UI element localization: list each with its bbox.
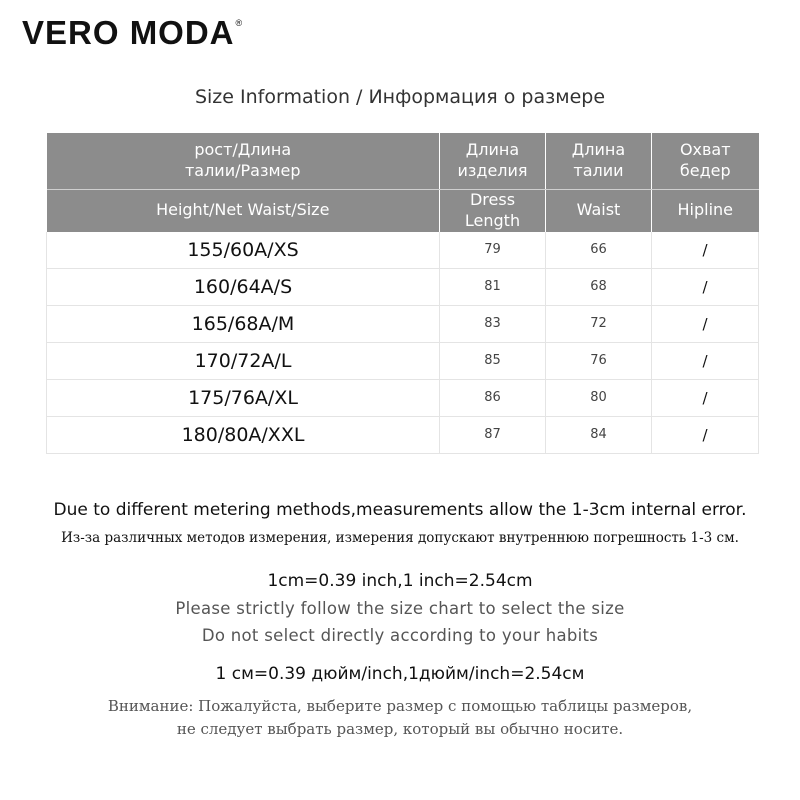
header-row-en bbox=[47, 190, 759, 232]
conversion-note-en: 1cm=0.39 inch,1 inch=2.54cm bbox=[267, 571, 533, 591]
measurement-cell: 68 bbox=[546, 268, 652, 305]
size-label-cell: 165/68A/M bbox=[47, 305, 440, 342]
size-label-cell: 180/80A/XXL bbox=[47, 416, 440, 453]
header-row-ru bbox=[47, 133, 759, 190]
header-ru-cell-3: Охват бедер bbox=[652, 133, 759, 190]
hipline-cell: / bbox=[652, 342, 759, 379]
measurement-cell: 87 bbox=[440, 416, 546, 453]
size-label-cell: 170/72A/L bbox=[47, 342, 440, 379]
hipline-cell: / bbox=[652, 232, 759, 269]
hipline-cell: / bbox=[652, 268, 759, 305]
registered-mark: ® bbox=[235, 18, 244, 28]
brand-logo bbox=[22, 14, 243, 52]
table-row bbox=[47, 232, 759, 269]
table-row bbox=[47, 305, 759, 342]
header-en-cell-3: Hipline bbox=[652, 190, 759, 232]
error-note-en: Due to different metering methods,measurements allow the 1-3cm internal error. bbox=[53, 500, 747, 520]
size-label-cell: 155/60A/XS bbox=[47, 232, 440, 269]
attention-note-line-1: Внимание: Пожалуйста, выберите размер с помощью таблицы размеров, bbox=[107, 697, 693, 715]
page-title: Size Information / Информация о размере bbox=[194, 86, 606, 108]
hipline-cell: / bbox=[652, 305, 759, 342]
hipline-cell: / bbox=[652, 379, 759, 416]
measurement-cell: 79 bbox=[440, 232, 546, 269]
table-row bbox=[47, 342, 759, 379]
attention-note-line-2: не следует выбрать размер, который вы обычно носите. bbox=[176, 720, 624, 738]
table-row bbox=[47, 379, 759, 416]
conversion-note-ru: 1 см=0.39 дюйм/inch,1дюйм/inch=2.54см bbox=[215, 664, 585, 684]
header-ru-cell-1: Длина изделия bbox=[440, 133, 546, 190]
header-en-cell-2: Waist bbox=[546, 190, 652, 232]
measurement-cell: 66 bbox=[546, 232, 652, 269]
measurement-cell: 84 bbox=[546, 416, 652, 453]
habits-note: Do not select directly according to your habits bbox=[201, 626, 599, 645]
header-ru-cell-2: Длина талии bbox=[546, 133, 652, 190]
follow-chart-note: Please strictly follow the size chart to select the size bbox=[175, 599, 625, 618]
measurement-cell: 85 bbox=[440, 342, 546, 379]
table-row bbox=[47, 416, 759, 453]
measurement-cell: 72 bbox=[546, 305, 652, 342]
header-en-cell-0: Height/Net Waist/Size bbox=[47, 190, 440, 232]
measurement-cell: 81 bbox=[440, 268, 546, 305]
hipline-cell: / bbox=[652, 416, 759, 453]
error-note-ru: Из-за различных методов измерения, измерения допускают внутреннюю погрешность 1-3 см. bbox=[61, 530, 739, 546]
measurement-cell: 86 bbox=[440, 379, 546, 416]
header-ru-cell-0: рост/Длина талии/Размер bbox=[47, 133, 440, 190]
measurement-cell: 83 bbox=[440, 305, 546, 342]
measurement-cell: 80 bbox=[546, 379, 652, 416]
size-label-cell: 160/64A/S bbox=[47, 268, 440, 305]
measurement-cell: 76 bbox=[546, 342, 652, 379]
header-en-cell-1: Dress Length bbox=[440, 190, 546, 232]
size-table-body bbox=[47, 232, 759, 454]
size-table bbox=[46, 133, 759, 454]
brand-name: VERO MODA bbox=[22, 14, 235, 51]
table-row bbox=[47, 268, 759, 305]
size-label-cell: 175/76A/XL bbox=[47, 379, 440, 416]
